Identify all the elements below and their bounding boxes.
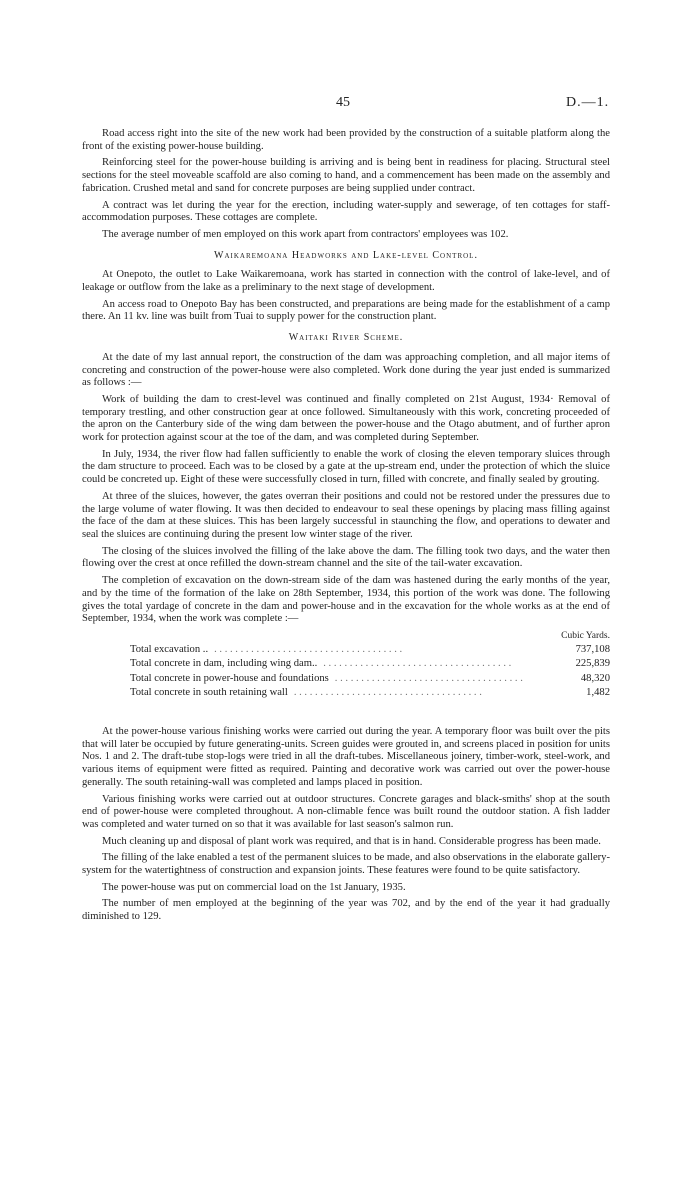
row-label: Total excavation ..: [130, 643, 209, 655]
table-unit-header: Cubic Yards.: [561, 630, 610, 641]
paragraph: The filling of the lake enabled a test of the permanent sluices to be made, and also observations in the elaborate gallery-system for the watertightness of construction and expansion joints. These features were found to be quite satisfactory.: [82, 852, 610, 877]
paragraph: A contract was let during the year for the erection, including water-supply and sewerage, of ten cottages for staff-accommodation purposes. These cottages are complete.: [82, 199, 610, 224]
paragraph: The completion of excavation on the down-stream side of the dam was hastened during the early months of the year, and by the time of the formation of the lake on 28th September, 1934, this portion of the work was done. The following gives the total yardage of concrete in the dam and power-house and in the excavation for the whole works as at the end of September, 1934, when the work was complete :—: [82, 575, 610, 625]
spacer: [82, 712, 610, 726]
paragraph: Work of building the dam to crest-level was continued and finally completed on 21st August, 1934· Removal of temporary trestling, and other construction gear at once followed. Simultaneously with this work, concreting proceeded of the apron on the Canterbury side of the wing dam between the power-house and the Otago abutment, and of further apron work for protection against scour at the toe of the dam, and was completed during September.: [82, 393, 610, 444]
dot-leader: . . . . . . . . . . . . . . . . . . . . . . . . . . . . . . . . . . . .: [334, 672, 523, 684]
yardage-table: [82, 630, 610, 702]
paragraph: At Onepoto, the outlet to Lake Waikaremoana, work has started in connection with the control of lake-level, and of leakage or outflow from the lake as a preliminary to the next stage of development.: [82, 269, 610, 294]
table-row: [130, 687, 610, 702]
paragraph: The power-house was put on commercial load on the 1st January, 1935.: [102, 881, 406, 893]
section-heading-waitaki: Waitaki River Scheme.: [288, 332, 404, 344]
paragraph: At three of the sluices, however, the gates overran their positions and could not be restored under the pressures due to the large volume of water flowing. It was then decided to endeavour to seal these openings by placing mass filling against the face of the dam at these sluices. This has been largely successful in staunching the flow, and operations to dewater and seal the sluices are continuing during the present low winter stage of the river.: [82, 490, 610, 540]
body-text: [82, 128, 610, 928]
row-value: 1,482: [586, 687, 610, 699]
document-reference: D.—1.: [566, 95, 610, 110]
dot-leader: . . . . . . . . . . . . . . . . . . . . . . . . . . . . . . . . . . . .: [214, 643, 403, 655]
table-row: [130, 658, 610, 673]
paragraph: Reinforcing steel for the power-house building is arriving and is being bent in readiness for placing. Structural steel sections for the steel moveable scaffold are also coming to hand, and a commencement has been made on the assembly and fabrication. Crushed metal and sand for concrete purposes are being supplied under contract.: [82, 157, 610, 194]
row-label: Total concrete in south retaining wall: [130, 687, 288, 699]
page-header: [0, 95, 700, 115]
dot-leader: . . . . . . . . . . . . . . . . . . . . . . . . . . . . . . . . . . . .: [293, 687, 482, 699]
row-value: 225,839: [575, 658, 610, 670]
page-number: 45: [336, 95, 350, 110]
row-label: Total concrete in power-house and foundations: [130, 672, 329, 684]
dot-leader: . . . . . . . . . . . . . . . . . . . . . . . . . . . . . . . . . . . .: [323, 658, 512, 670]
paragraph: At the power-house various finishing works were carried out during the year. A temporary floor was built over the pits that will later be occupied by future generating-units. Screen guides were grouted in, and screens placed in position for units Nos. 1 and 2. The draft-tube stop-logs were tried in all the draft-tubes. Miscellaneous joinery, timber-work, steel-work, and various items of equipment were fitted as required. Painting and decorative work was carried out over the power-house generally. The south retaining-wall was completed and lamps placed in position.: [82, 725, 610, 788]
paragraph: Much cleaning up and disposal of plant work was required, and that is in hand. Considerable progress has been made.: [102, 835, 601, 847]
paragraph: The average number of men employed on this work apart from contractors' employees was 102.: [102, 228, 509, 240]
table-row: [130, 644, 610, 659]
row-label: Total concrete in dam, including wing dam..: [130, 658, 318, 670]
row-value: 737,108: [575, 643, 610, 655]
paragraph: At the date of my last annual report, the construction of the dam was approaching completion, and all major items of concreting and construction of the power-house were also completed. Work done during the year just ended is summarized as follows :—: [82, 351, 610, 389]
table-row: [130, 673, 610, 688]
paragraph: Road access right into the site of the new work had been provided by the construction of a suitable platform along the front of the existing power-house building.: [82, 128, 610, 152]
row-value: 48,320: [580, 672, 610, 684]
paragraph: Various finishing works were carried out at outdoor structures. Concrete garages and black-smiths' shop at the south end of power-house were completed throughout. A non-climable fence was built round the outdoor station. A fish ladder was completed and water turned on so that it was available for last season's salmon run.: [82, 793, 610, 830]
paragraph: The number of men employed at the beginning of the year was 702, and by the end of the year it had gradually diminished to 129.: [82, 898, 610, 923]
paragraph: An access road to Onepoto Bay has been constructed, and preparations are being made for the establishment of a camp there. An 11 kv. line was built from Tuai to supply power for the construction plant.: [82, 298, 610, 323]
paragraph: In July, 1934, the river flow had fallen sufficiently to enable the work of closing the eleven temporary sluices through the dam structure to proceed. Each was to be closed by a gate at the up-stream end, under the protection of which the sluice could be concreted up. Eight of these were successfully closed in turn, filled with concrete, and finally sealed by grouting.: [82, 448, 610, 486]
section-heading-waikaremoana: Waikaremoana Headworks and Lake-level Control.: [214, 249, 478, 261]
paragraph: The closing of the sluices involved the filling of the lake above the dam. The filling took two days, and the water then flowing over the crest at once refilled the down-stream channel and the site of the tail-water excavation.: [82, 545, 610, 570]
